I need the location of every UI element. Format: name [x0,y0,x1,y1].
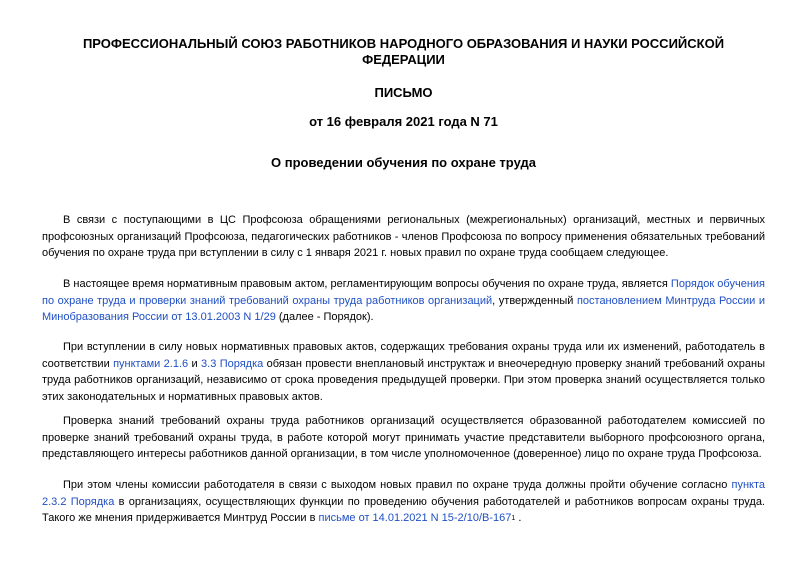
footnote-marker[interactable]: 1 [511,515,516,522]
document-type: ПИСЬМО [374,85,433,100]
paragraph-5-text-a: При этом члены комиссии работодателя в связи с выходом новых правил по охране труда должны пройти обучение согласно [63,479,732,491]
paragraph-1-text: В связи с поступающими в ЦС Профсоюза обращениями региональных (межрегиональных) организаций, местных и первичных профсоюзных организаций Профсоюза, педагогических работников - членов Профсоюза по вопросу применения обязательных требований обучения по охране труда при вступлении в силу с 1 января 2021 г. новых правил по охране труда сообщаем следующее. [42,214,765,259]
paragraph-4-text: Проверка знаний требований охраны труда работников организаций осуществляется образованной работодателем комиссией по проверке знаний требований охраны труда, в работе которой могут принимать участие представители выборного профсоюзного органа, представляющего интересы работников данной организации, в том числе уполномоченное (доверенное) лицо по охране труда Профсоюза. [42,415,765,460]
link-resolution-mintrud[interactable]: постановлением Минтруда России и Минобразования России от 13.01.2003 N 1/29 [42,294,765,323]
paragraph-3-text-c: обязан провести внеплановый инструктаж и внеочередную проверку знаний требований охраны труда работников организаций, независимо от срока проведения предыдущей проверки. При этом проверка знаний осуществляется только этих законодательных и нормативных правовых актов. [42,357,766,403]
link-mintrud-letter[interactable]: письме от 14.01.2021 N 15-2/10/В-167 [318,512,512,524]
paragraph-5 [42,477,765,529]
paragraph-3-text-b: и [188,357,202,370]
paragraph-5-text-b: в организациях, осуществляющих функции по проведению обучения работодателей и работников вопросам охраны труда. Такого же мнения придерживается Минтруд России в [42,495,765,524]
paragraph-5-text-c: . [515,512,522,524]
paragraph-2-text-a: В настоящее время нормативным правовым актом, регламентирующим вопросы обучения по охране труда, является [63,278,671,290]
link-training-procedure[interactable]: Порядок обучения по охране труда и проверки знаний требований охраны труда работников организаций [42,278,765,307]
paragraph-3-text-a: При вступлении в силу новых нормативных правовых актов, содержащих требования охраны труда или их изменений, работодатель в соответствии [42,341,765,370]
paragraph-2-text-b: , утвержденный [492,294,577,307]
link-clause-2-3-2[interactable]: пункта 2.3.2 Порядка [42,479,765,508]
link-clause-3-3[interactable]: 3.3 Порядка [201,357,264,370]
document-date: от 16 февраля 2021 года N 71 [309,114,498,129]
paragraph-4 [42,413,765,463]
document-title: О проведении обучения по охране труда [271,155,536,170]
link-clause-2-1-6[interactable]: пунктами 2.1.6 [113,357,189,370]
paragraph-3 [42,339,765,405]
paragraph-2 [42,276,765,326]
paragraph-2-text-c: (далее - Порядок). [275,311,374,323]
organization-name: ПРОФЕССИОНАЛЬНЫЙ СОЮЗ РАБОТНИКОВ НАРОДНОГО ОБРАЗОВАНИЯ И НАУКИ РОССИЙСКОЙ ФЕДЕРАЦИИ [82,36,725,67]
paragraph-1 [42,212,765,262]
